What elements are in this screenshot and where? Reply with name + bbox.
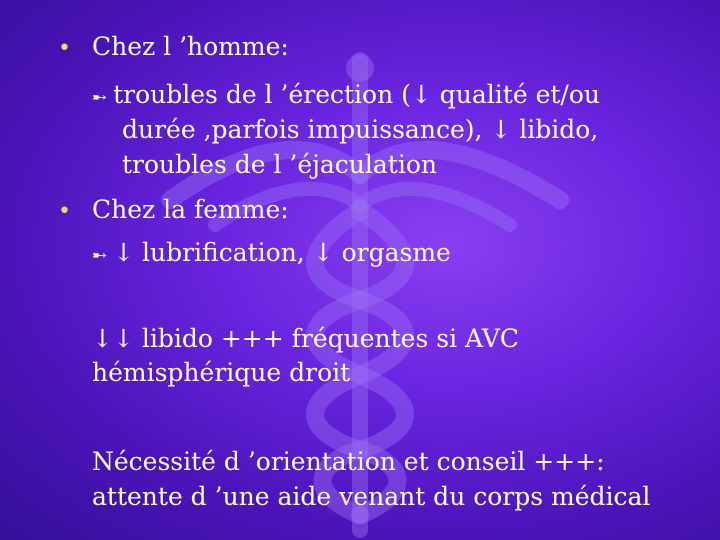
bullet-icon: • [58, 199, 71, 224]
sub-item-text: troubles de l ’érection (↓ qualité et/ou [113, 80, 600, 109]
bullet-icon: • [58, 36, 71, 61]
sub-item-femme-line-1 [92, 236, 451, 273]
heading-homme: Chez l ’homme: [92, 32, 289, 61]
sub-item-homme-line-1 [92, 78, 600, 115]
sub-item-homme-line-3: troubles de l ’éjaculation [122, 150, 438, 179]
heading-femme: Chez la femme: [92, 195, 289, 224]
paragraph-libido-line-2: hémisphérique droit [92, 358, 351, 387]
sub-item-homme-line-2: durée ,parfois impuissance), ↓ libido, [122, 115, 599, 144]
paragraph-necessite-line-2: attente d ’une aide venant du corps médical [92, 482, 651, 511]
arrow-bullet-icon: ➸ [92, 87, 108, 108]
sub-item-text: ↓ lubrification, ↓ orgasme [113, 238, 451, 267]
arrow-bullet-icon: ➸ [92, 245, 108, 266]
paragraph-necessite-line-1: Nécessité d ’orientation et conseil +++: [92, 447, 605, 476]
paragraph-libido-line-1: ↓↓ libido +++ fréquentes si AVC [92, 324, 520, 353]
